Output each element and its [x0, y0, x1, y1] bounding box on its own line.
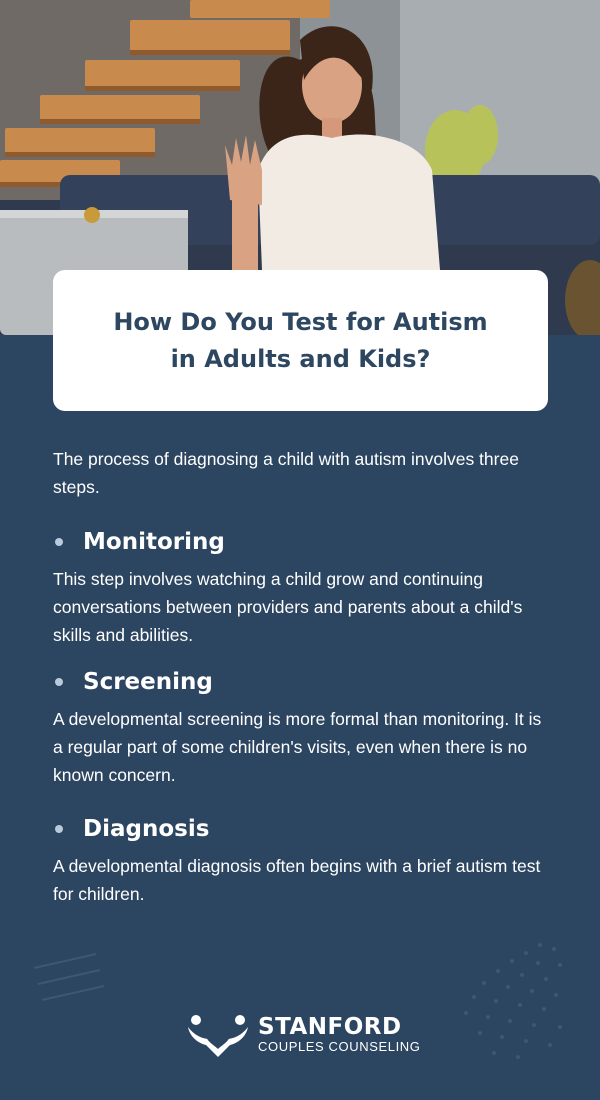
- decorative-lines: [30, 948, 110, 1008]
- brand-name: STANFORD: [258, 1014, 402, 1040]
- intro-text: The process of diagnosing a child with autism involves three steps.: [53, 449, 519, 497]
- step-diagnosis: [53, 814, 553, 908]
- bullet-icon: [55, 538, 63, 546]
- page-title: How Do You Test for Autism in Adults and Kids?: [113, 307, 488, 373]
- brand-logo: [186, 1013, 421, 1057]
- heart-people-logo-icon: [186, 1013, 250, 1057]
- step-monitoring: [53, 527, 553, 649]
- bullet-icon: [55, 825, 63, 833]
- step-title: Screening: [83, 669, 213, 695]
- decorative-dot-pattern: [450, 935, 580, 1065]
- step-title: Diagnosis: [83, 816, 210, 842]
- step-screening: [53, 667, 553, 789]
- step-description: This step involves watching a child grow and continuing conversations between providers and parents about a child's skills and abilities.: [53, 569, 523, 645]
- title-card: [53, 270, 548, 411]
- brand-tagline: COUPLES COUNSELING: [258, 1039, 421, 1054]
- step-description: A developmental diagnosis often begins with a brief autism test for children.: [53, 856, 541, 904]
- step-description: A developmental screening is more formal than monitoring. It is a regular part of some children's visits, even when there is no known concern.: [53, 709, 542, 785]
- bullet-icon: [55, 678, 63, 686]
- step-title: Monitoring: [83, 529, 225, 555]
